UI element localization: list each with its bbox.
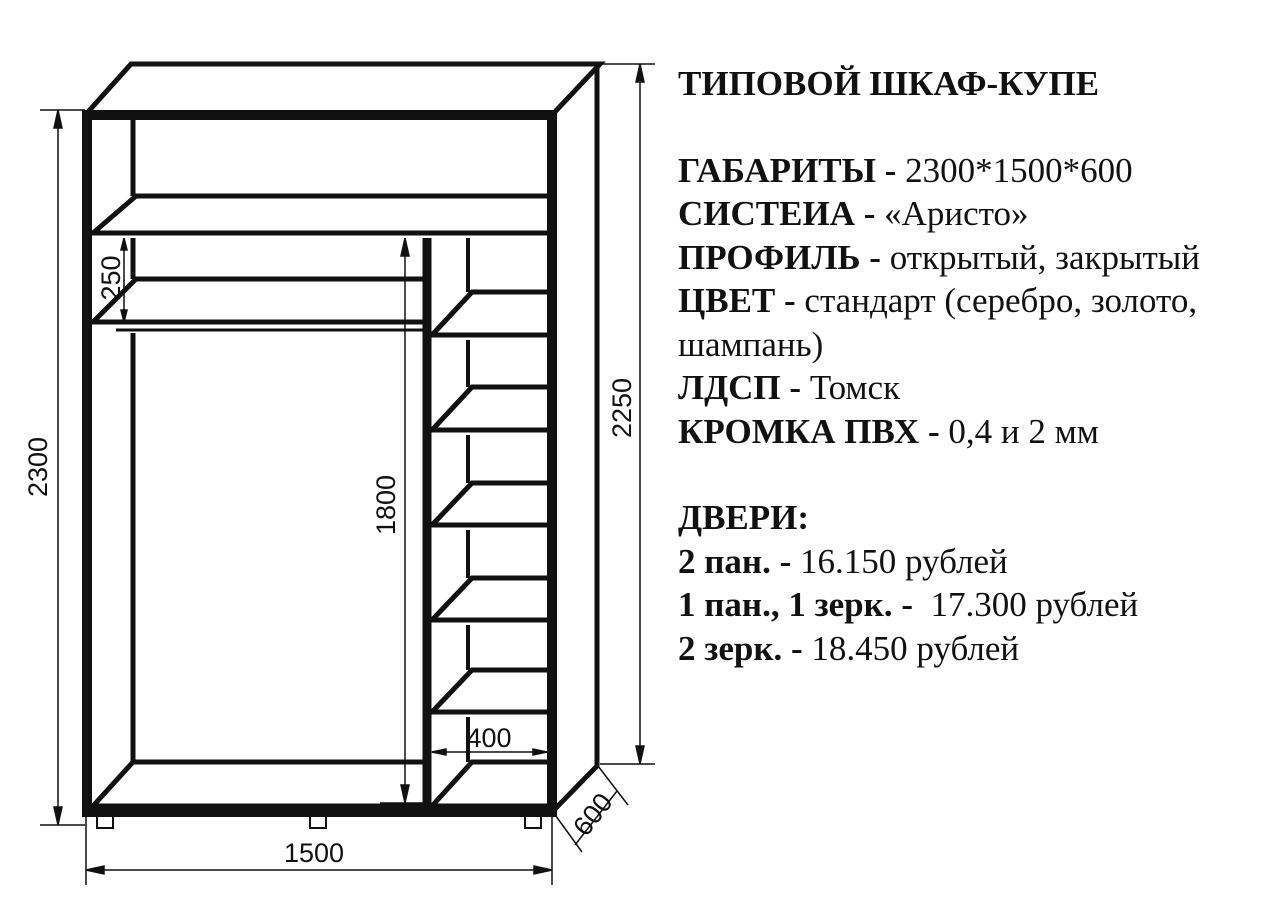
doors-heading: ДВЕРИ: (678, 498, 810, 537)
door-price-row: 2 зерк. - 18.450 рублей (678, 628, 1020, 668)
spec-system: СИСТЕИА - «Аристо» (678, 194, 1029, 233)
spec-edge: КРОМКА ПВХ - 0,4 и 2 мм (678, 411, 1099, 451)
spec-dimensions: ГАБАРИТЫ - 2300*1500*600 (678, 150, 1133, 190)
spec-ldsp: ЛДСП - Томск (678, 368, 901, 407)
width-label: 1500 (283, 838, 345, 868)
side-panel (552, 64, 597, 812)
bottom-panel (93, 762, 425, 806)
top-gap-label: 250 (96, 255, 126, 301)
spec-panel (678, 62, 1278, 670)
spec-title: ТИПОВОЙ ШКАФ-КУПЕ (678, 64, 1100, 103)
shelf-width-label: 400 (466, 723, 512, 753)
door-price-row: 2 пан. - 16.150 рублей (678, 541, 1008, 581)
inner-height-label: 2250 (607, 377, 637, 439)
top-shelf (93, 196, 552, 233)
spec-color: ЦВЕТ - стандарт (серебро, золото, (678, 281, 1198, 320)
top-panel (87, 64, 600, 115)
hanging-label: 1800 (371, 474, 401, 536)
height-label: 2300 (23, 436, 53, 498)
cabinet-frame (87, 115, 552, 812)
depth-label: 600 (567, 787, 619, 842)
hat-shelf (93, 279, 425, 322)
door-price-row: 1 пан., 1 зерк. - 17.300 рублей (678, 585, 1139, 624)
spec-color-cont: шампань) (678, 324, 824, 364)
spec-profile: ПРОФИЛЬ - открытый, закрытый (678, 237, 1201, 277)
